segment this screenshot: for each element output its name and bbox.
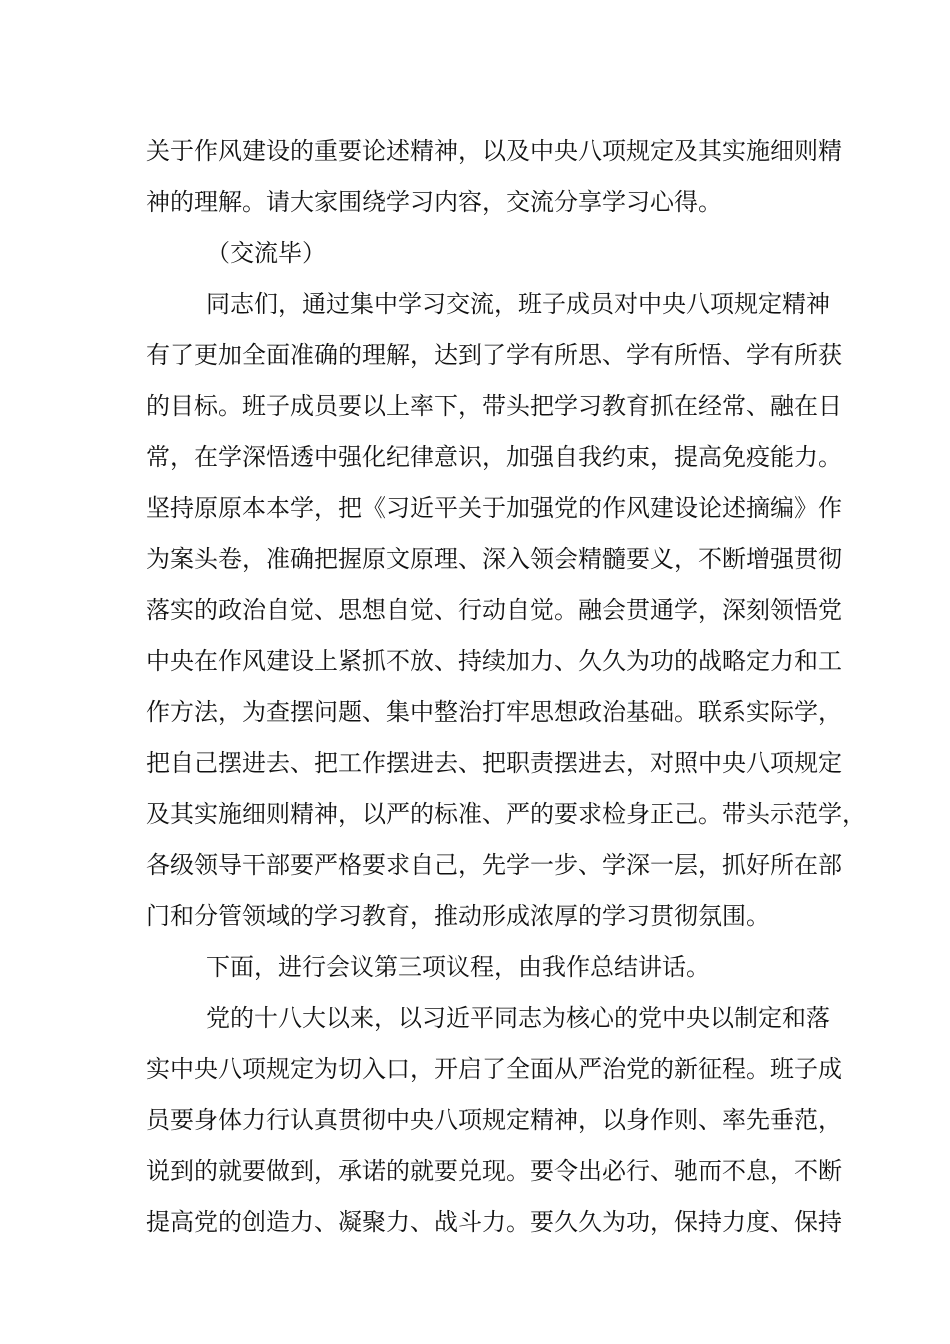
text-line: 中央在作风建设上紧抓不放、持续加力、久久为功的战略定力和工: [146, 647, 842, 675]
text-line: 员要身体力行认真贯彻中央八项规定精神，以身作则、率先垂范，: [146, 1106, 842, 1134]
text-line: 有了更加全面准确的理解，达到了学有所思、学有所悟、学有所获: [146, 341, 842, 369]
text-line: 门和分管领域的学习教育，推动形成浓厚的学习贯彻氛围。: [146, 902, 770, 930]
text-line: 作方法，为查摆问题、集中整治打牢思想政治基础。联系实际学，: [146, 698, 842, 726]
text-line: 关于作风建设的重要论述精神，以及中央八项规定及其实施细则精: [146, 137, 842, 165]
text-line: 神的理解。请大家围绕学习内容，交流分享学习心得。: [146, 188, 722, 216]
text-line: 各级领导干部要严格要求自己，先学一步、学深一层，抓好所在部: [146, 851, 842, 879]
text-line: 落实的政治自觉、思想自觉、行动自觉。融会贯通学，深刻领悟党: [146, 596, 842, 624]
text-line: 及其实施细则精神，以严的标准、严的要求检身正己。带头示范学，: [146, 800, 866, 828]
text-line: 为案头卷，准确把握原文原理、深入领会精髓要义，不断增强贯彻: [146, 545, 842, 573]
text-line: 常，在学深悟透中强化纪律意识，加强自我约束，提高免疫能力。: [146, 443, 842, 471]
text-line: （交流毕）: [206, 239, 326, 267]
text-line: 实中央八项规定为切入口，开启了全面从严治党的新征程。班子成: [146, 1055, 842, 1083]
text-line: 党的十八大以来，以习近平同志为核心的党中央以制定和落: [206, 1004, 830, 1032]
text-line: 把自己摆进去、把工作摆进去、把职责摆进去，对照中央八项规定: [146, 749, 842, 777]
text-line: 的目标。班子成员要以上率下，带头把学习教育抓在经常、融在日: [146, 392, 842, 420]
text-line: 提高党的创造力、凝聚力、战斗力。要久久为功，保持力度、保持: [146, 1208, 842, 1236]
text-line: 同志们，通过集中学习交流，班子成员对中央八项规定精神: [206, 290, 830, 318]
text-line: 下面，进行会议第三项议程，由我作总结讲话。: [206, 953, 710, 981]
text-line: 说到的就要做到，承诺的就要兑现。要令出必行、驰而不息，不断: [146, 1157, 842, 1185]
text-line: 坚持原原本本学，把《习近平关于加强党的作风建设论述摘编》作: [146, 494, 842, 522]
